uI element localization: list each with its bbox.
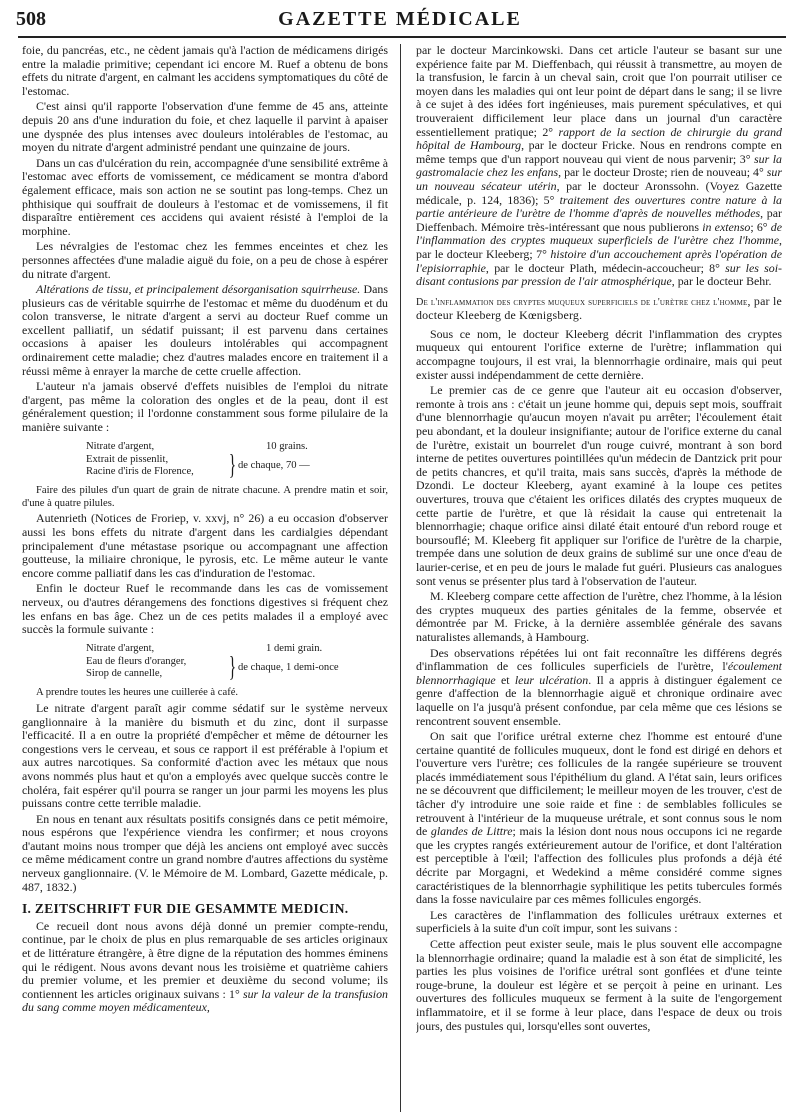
formula-quantity: de chaque, 1 demi-once [238, 662, 339, 674]
formula-ingredient: Racine d'iris de Florence, [86, 466, 194, 478]
article-title: De l'inflammation des cryptes muqueux superficiels de l'urètre chez l'homme, par le docteur Kleeberg de Kœnigsberg. [416, 293, 782, 323]
formula-note: Faire des pilules d'un quart de grain de nitrate chacune. A prendre matin et soir, d'une à quatre pilules. [22, 485, 388, 509]
paragraph: Le premier cas de ce genre que l'auteur ait eu occasion d'observer, remonte à trois ans : c'était un jeune homme qui, depuis sept mois, souffrait d'une blennorrhagie qu'aucun moyen n'avait pu arrêter; l'écoulement était peu abondant, et la douleur insignifiante; autour de l'orifice externe du canal de l'urètre, existait un bourrelet d'un rouge cuivré, montrant à son bord interne de petites ouvertures pointillées qu'un médecin de Dantzick prit pour de petits chancres, et qu'il traita, mais sans succès, d'après la méthode de Dzondi. Le docteur Kleeberg, ayant examiné à la loupe ces petites ouvertures, trouva que c'étaient les orifices dilatés des cryptes muqueux de cette partie de l'urètre, et que là résidait la cause qui entretenait la blennorrhagie; chaque orifice ainsi dilaté était entouré d'un rebord rouge et boursouflé; M. Kleeberg fit appliquer sur l'orifice de l'urètre de la charpie, trempée dans une solution de deux grains de sublimé sur une once d'eau de laurier-cerise, et en peu de jours le malade fut guéri. Plusieurs cas analogues sont venus se présenter plus tard à l'observation de l'auteur. [416, 383, 782, 588]
paragraph: foie, du pancréas, etc., ne cèdent jamais qu'à l'action de médicamens dirigés entre la maladie primitive; cependant ici encore M. Ruef a obtenu de bons effets du nitrate d'argent, en calmant les accidens symptomatiques du côté de l'estomac. [22, 44, 388, 98]
paragraph: C'est ainsi qu'il rapporte l'observation d'une femme de 45 ans, atteinte depuis 20 ans d'une induration du foie, et chez laquelle il parvint à apaiser une dyspnée des plus intenses avec douleurs intolérables de l'estomac, au moyen du nitrate d'argent administré pendant une quinzaine de jours. [22, 99, 388, 155]
paragraph: Altérations de tissu, et principalement désorganisation squirrheuse. Dans plusieurs cas de véritable squirrhe de l'estomac et même du duodénum et du colon transverse, le nitrate d'argent a servi au docteur Ruef comme un excellent palliatif, un sédatif puissant; il est parvenu dans certaines occasions à apaiser les douleurs intolérables qui accompagnent ordinairement cette maladie; chez d'autres malades encore en traitement il a réussi même à enrayer la marche de cette cruelle affection. [22, 282, 388, 378]
paragraph: par le docteur Marcinkowski. Dans cet article l'auteur se basant sur une expérience faite par M. Dieffenbach, qui réussit à transmettre, au moyen de la transfusion, le farcin à un cheval sain, croit que l'on pourrait utiliser ce moyen dans les maladies qui ont leur point de départ dans le sang; il se livre à ce sujet à des idées fort ingénieuses, mais purement spéculatives, et qui trouveraient difficilement leur place dans un journal d'un caractère essentiellement pratique; 2° rapport de la section de chirurgie du grand hôpital de Hambourg, par le docteur Fricke. Nous en rendrons compte en même temps que d'un rapport nouveau qui vient de nous parvenir; 3° sur la gastromalacie chez les enfans, par le docteur Droste; rien de nouveau; 4° sur un nouveau sécateur utérin, par le docteur Aronssohn. (Voyez Gazette médicale, p. 124, 1836); 5° traitement des ouvertures contre nature à la partie antérieure de l'urètre de l'homme d'après de nouvelles méthodes, par Dieffenbach. Mémoire très-intéressant que nous publierons in extenso; 6° de l'inflammation des cryptes muqueux superficiels de l'urètre chez l'homme, par le docteur Kleeberg; 7° histoire d'un accouchement après l'opération de l'episiorraphie, par le docteur Plath, médecin-accoucheur; 8° sur les soi-disant contusions par pression de l'air atmosphérique, par le docteur Behr. [416, 44, 782, 289]
page-number: 508 [16, 8, 46, 30]
paragraph: Cette affection peut exister seule, mais le plus souvent elle accompagne la blennorrhagie ordinaire; quand la maladie est à son état de simplicité, les parties les plus voisines de l'orifice urétral sont gonflées et d'une teinte rouge-brune, la douleur est légère et se perçoit à peine en urinant. Les ouvertures des follicules muqueux se ferment à la suite de l'engorgement inflammatoire, et il se forme à leur place, dans l'espace de deux ou trois jours, des pustules qui, lorsqu'elles sont ouvertes, [416, 937, 782, 1033]
paragraph: Dans un cas d'ulcération du rein, accompagnée d'une sensibilité extrême à l'estomac avec efforts de vomissement, ce médicament se montra d'abord également efficace, mais son action ne se soutint pas long-temps. Chez un phthisique qui souffrait de douleurs à l'estomac et de vomissemens, il fit disparaître entièrement ces accidens qui avaient résisté à l'emploi de la morphine. [22, 155, 388, 238]
paragraph: On sait que l'orifice urétral externe chez l'homme est entouré d'une certaine quantité de follicules muqueux, dont le fond est dirigé en dehors et l'ouverture vers l'urètre; ces follicules de la rangée supérieure se trouvent placés immédiatement sous l'épithélium du gland. A l'état sain, leurs orifices ne se découvrent que difficilement; le meilleur moyen de les trouver, c'est de tâcher d'y introduire une soie raide et fine : de semblables follicules se retrouvent à l'intérieur de la muqueuse urétrale, et sont connus sous le nom de glandes de Littre; mais la lésion dont nous nous occupons ici ne regarde que les cryptes rangés extérieurement autour de l'orifice, et dont l'altération est perceptible à l'œil; l'affection des follicules plus profonds a déjà été décrite par Morgagni, et Wedekind a même considéré comme signes caractéristiques de la blennorrhagie syphilitique les petits tubercules formés dans la fosse naviculaire par ces mêmes follicules engorgés. [416, 729, 782, 907]
formula-ingredient: Nitrate d'argent, [86, 440, 155, 452]
formula-ingredient: Sirop de cannelle, [86, 668, 163, 680]
brace-icon: } [228, 652, 237, 684]
formula-ingredient: Extrait de pissenlit, [86, 453, 169, 465]
prescription-formula [22, 643, 388, 682]
paragraph: Sous ce nom, le docteur Kleeberg décrit l'inflammation des cryptes muqueux qui entourent l'orifice externe de l'urètre; inflammation qui accompagne toujours, il est vrai, la blennorrhagie ordinaire, mais qui peut exister aussi indépendamment de cette dernière. [416, 326, 782, 382]
brace-icon: } [228, 450, 237, 482]
left-column [22, 44, 388, 1114]
formula-quantity: 10 grains. [266, 440, 308, 452]
italic-heading: Altérations de tissu, et principalement désorganisation squirrheuse. [36, 282, 361, 297]
running-title: GAZETTE MÉDICALE [278, 8, 522, 30]
formula-quantity: 1 demi grain. [266, 642, 323, 654]
paragraph: L'auteur n'a jamais observé d'effets nuisibles de l'emploi du nitrate d'argent, pas même la coloration des ongles et de la peau, dont il est généralement question; il l'ordonne constamment sous forme pilulaire de la manière suivante : [22, 379, 388, 435]
formula-quantity: de chaque, 70 — [238, 459, 310, 471]
column-divider [400, 44, 401, 1112]
paragraph: Autenrieth (Notices de Froriep, v. xxvj, n° 26) a eu occasion d'observer aussi les bons effets du nitrate d'argent dans les cardialgies dépendant principalement d'une métastase psorique ou accompagnant une affection goutteuse, la miliaire chronique, le pyrosis, etc. Le même auteur le vante encore comme palliatif dans les cas d'induration de l'estomac. [22, 511, 388, 580]
formula-ingredient: Eau de fleurs d'oranger, [86, 655, 187, 667]
formula-note: A prendre toutes les heures une cuillerée à café. [36, 687, 239, 699]
right-column [416, 44, 782, 1114]
formula-ingredient: Nitrate d'argent, [86, 642, 155, 654]
paragraph: En nous en tenant aux résultats positifs consignés dans ce petit mémoire, nous espérons que l'expérience viendra les confirmer; et nous croyons d'autant moins nous tromper que déjà les anciens ont employé avec succès ce même médicament contre un grand nombre d'autres affections du système nerveux ganglionnaire. (V. le Mémoire de M. Lombard, Gazette médicale, p. 487, 1832.) [22, 811, 388, 894]
section-title: I. ZEITSCHRIFT FUR DIE GESAMMTE MEDICIN. [22, 901, 349, 917]
paragraph: Des observations répétées lui ont fait reconnaître les différens degrés d'inflammation de ces follicules superficiels de l'urètre, l'écoulement blennorrhagique et leur ulcération. Il a appris à distinguer également ce genre d'affection de la blennorrhagie aiguë et chronique ordinaire avec laquelle on l'a jusqu'à présent confondue, par cela même que ces lésions se rencontrent souvent ensemble. [416, 645, 782, 728]
paragraph: Les névralgies de l'estomac chez les femmes enceintes et chez les personnes affectées d'une maladie aiguë du foie, on a peu de chose à espérer du nitrate d'argent. [22, 239, 388, 281]
paragraph: Les caractères de l'inflammation des follicules urétraux externes et superficiels à la suite d'un coït impur, sont les suivans : [416, 907, 782, 936]
paragraph: Enfin le docteur Ruef le recommande dans les cas de vomissement nerveux, ou d'autres dérangemens des fonctions digestives si fréquent chez les enfans en bas âge. Chez un de ces petits malades il a employé avec succès la formule suivante : [22, 581, 388, 637]
page-header [10, 4, 790, 36]
paragraph: M. Kleeberg compare cette affection de l'urètre, chez l'homme, à la lésion des cryptes muqueux des parties génitales de la femme, observée et démontrée par M. Fricke, à la dernière assemblée générale des savans naturalistes allemands, à Hambourg. [416, 589, 782, 644]
paragraph: Ce recueil dont nous avons déjà donné un premier compte-rendu, continue, par le choix de plus en plus remarquable de ses articles originaux et de littérature étrangère, à être digne de la réputation des hommes éminens qui le rédigent. Nous avons devant nous les troisième et quatrième cahiers du premier volume, et les premier et deuxième du second volume; ils contiennent les articles originaux suivans : 1° sur la valeur de la transfusion du sang comme moyen médicamenteux, [22, 918, 388, 1015]
prescription-formula [22, 441, 388, 480]
header-rule [18, 36, 786, 38]
paragraph: Le nitrate d'argent paraît agir comme sédatif sur le système nerveux ganglionnaire à la manière du bismuth et du zinc, dont il surpasse l'efficacité. Il a en outre la propriété d'empêcher et même de détourner les congestions vers le cerveau, et sous ce rapport il est préférable à l'opium et aux autres narcotiques. Sa conformité d'action avec les métaux que nous avons nommés plus haut et qu'on a employés avec quelque succès contre le choléra, fait espérer qu'il pourra se ranger un jour parmi les moyens les plus puissans contre cette terrible maladie. [22, 700, 388, 811]
